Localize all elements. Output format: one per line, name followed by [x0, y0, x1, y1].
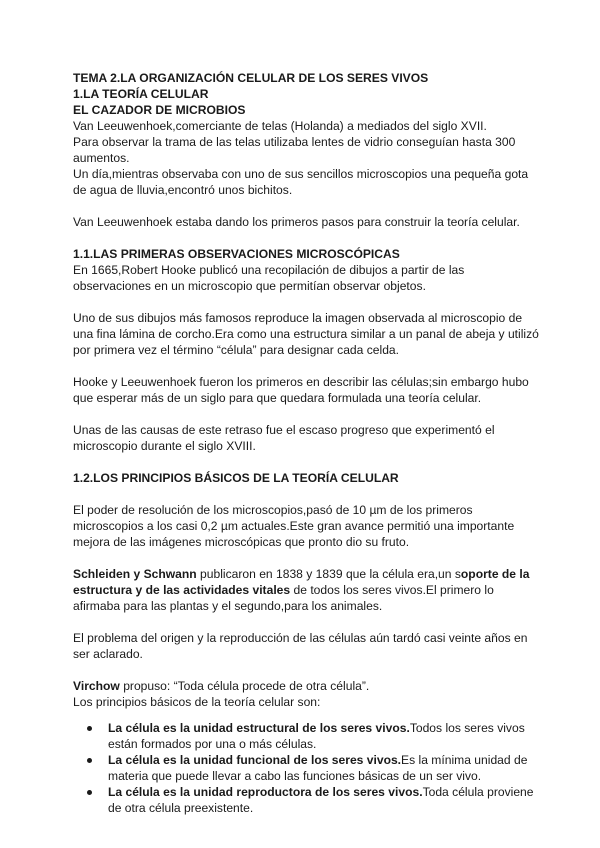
list-item: [73, 720, 540, 752]
list-item: [73, 752, 540, 784]
list-item-bold: La célula es la unidad reproductora de los seres vivos.: [108, 785, 423, 799]
bullet-icon: [87, 726, 92, 731]
section-heading-1-2: 1.2.LOS PRINCIPIOS BÁSICOS DE LA TEORÍA CELULAR: [73, 471, 399, 485]
s12-p2-bold-names: Schleiden y Schwann: [73, 567, 197, 581]
subsection-heading: EL CAZADOR DE MICROBIOS: [73, 103, 246, 117]
s11-paragraph-2: Uno de sus dibujos más famosos reproduce la imagen observada al microscopio de una fina lámina de corcho.Era como una estructura similar a un panal de abeja y utilizó por primera vez el término “célula” para designar cada celda.: [73, 311, 539, 357]
intro-paragraph-4: Van Leeuwenhoek estaba dando los primeros pasos para construir la teoría celular.: [73, 215, 520, 229]
bullet-icon: [87, 790, 92, 795]
s12-paragraph-1: El poder de resolución de los microscopios,pasó de 10 µm de los primeros microscopios a los casi 0,2 µm actuales.Este gran avance permitió una importante mejora de las imágenes microscópicas que pronto dio su fruto.: [73, 503, 515, 549]
s12-paragraph-4: [73, 678, 540, 694]
list-item-text: Es la mínima unidad de materia que puede llevar a cabo las funciones básicas de un ser vivo.: [108, 753, 528, 783]
doc-title: TEMA 2.LA ORGANIZACIÓN CELULAR DE LOS SERES VIVOS: [73, 71, 429, 85]
s12-p2-bold-phrase: oporte de la estructura y de las actividades vitales: [73, 567, 530, 597]
s12-p2-text-2: de todos los seres vivos.El primero lo afirmaba para las plantas y el segundo,para los animales.: [73, 583, 494, 613]
bullet-icon: [87, 758, 92, 763]
s12-p2-text-1: publicaron en 1838 y 1839 que la célula era,un s: [196, 567, 461, 581]
intro-paragraph-3: Un día,mientras observaba con uno de sus sencillos microscopios una pequeña gota de agua de lluvia,encontró unos bichitos.: [73, 167, 529, 197]
s12-paragraph-3: El problema del origen y la reproducción de las células aún tardó casi veinte años en ser aclarado.: [73, 631, 528, 661]
s12-p4-bold: Virchow: [73, 679, 120, 693]
s11-paragraph-1: En 1665,Robert Hooke publicó una recopilación de dibujos a partir de las observaciones en un microscopio que permitían observar objetos.: [73, 263, 465, 293]
list-item: [73, 784, 540, 816]
intro-paragraph-2: Para observar la trama de las telas utilizaba lentes de vidrio conseguían hasta 300 aumentos.: [73, 135, 516, 165]
principles-list: [73, 720, 540, 816]
list-item-bold: La célula es la unidad estructural de los seres vivos.: [108, 721, 410, 735]
list-item-bold: La célula es la unidad funcional de los seres vivos.: [108, 753, 402, 767]
s12-p4-text: propuso: “Toda célula procede de otra célula”.: [119, 679, 370, 693]
s12-paragraph-5: Los principios básicos de la teoría celular son:: [73, 695, 321, 709]
s12-paragraph-2: [73, 566, 540, 614]
s11-paragraph-3: Hooke y Leeuwenhoek fueron los primeros en describir las células;sin embargo hubo que esperar más de un siglo para que quedara formulada una teoría celular.: [73, 375, 529, 405]
section-heading-1-1: 1.1.LAS PRIMERAS OBSERVACIONES MICROSCÓPICAS: [73, 247, 400, 261]
s11-paragraph-4: Unas de las causas de este retraso fue el escaso progreso que experimentó el microscopio durante el siglo XVIII.: [73, 423, 495, 453]
section-heading-1: 1.LA TEORÍA CELULAR: [73, 87, 209, 101]
list-item-text: Todos los seres vivos están formados por una o más células.: [108, 721, 525, 751]
list-item-text: Toda célula proviene de otra célula preexistente.: [108, 785, 534, 815]
intro-paragraph-1: Van Leeuwenhoek,comerciante de telas (Holanda) a mediados del siglo XVII.: [73, 119, 487, 133]
